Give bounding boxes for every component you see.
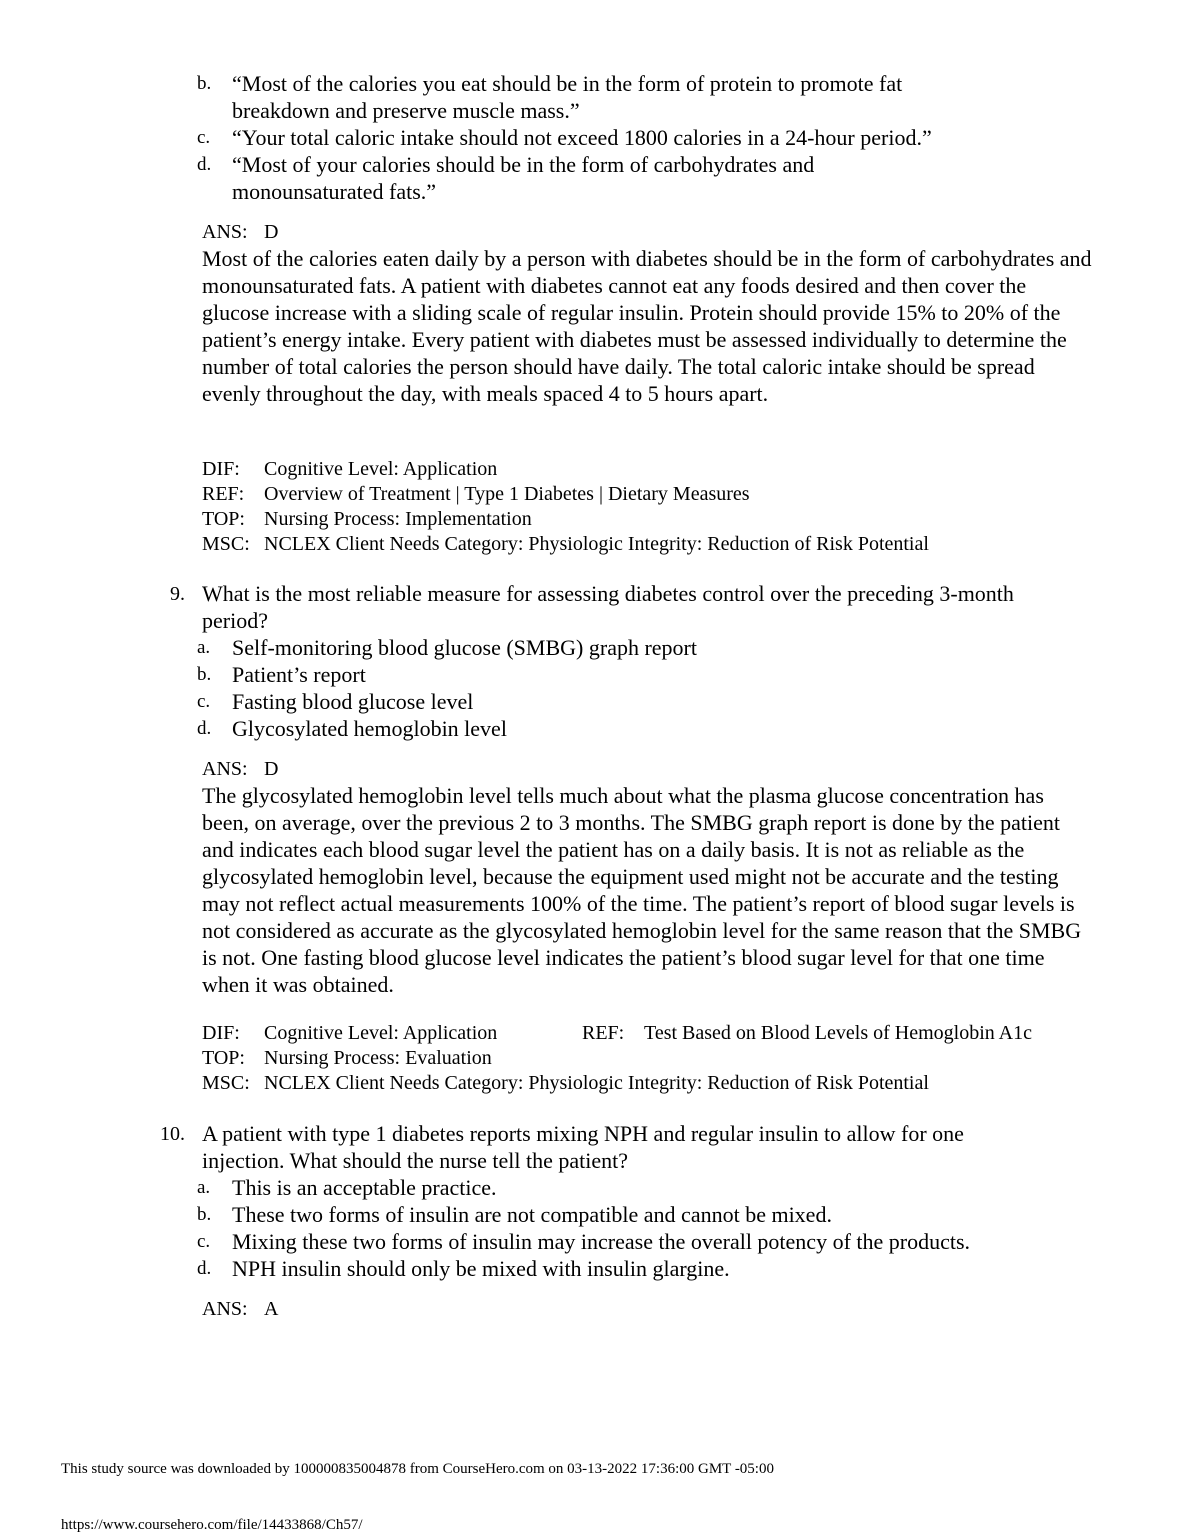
meta-value: Nursing Process: Evaluation — [264, 1047, 492, 1069]
answer-label: ANS: — [202, 1298, 248, 1320]
option-letter: b. — [197, 73, 212, 94]
meta-value: Nursing Process: Implementation — [264, 508, 532, 530]
meta-value: Test Based on Blood Levels of Hemoglobin A1c — [644, 1022, 1032, 1044]
meta-label: MSC: — [202, 1072, 250, 1094]
q9-meta-dif — [202, 1021, 497, 1046]
option-text: “Your total caloric intake should not exceed 1800 calories in a 24-hour period.” — [232, 125, 932, 150]
option-letter: a. — [197, 1177, 211, 1198]
option-text: NPH insulin should only be mixed with insulin glargine. — [232, 1256, 730, 1281]
option-text: Glycosylated hemoglobin level — [232, 716, 507, 741]
source-url-link[interactable]: https://www.coursehero.com/file/14433868/Ch57/ — [61, 1517, 363, 1533]
meta-label: REF: — [582, 1022, 625, 1044]
option-text: “Most of your calories should be in the form of carbohydrates and monounsaturated fats.” — [232, 152, 815, 204]
prev-meta-ref — [202, 482, 750, 507]
meta-label: DIF: — [202, 458, 240, 480]
option-text: This is an acceptable practice. — [232, 1175, 497, 1200]
option-text: Self-monitoring blood glucose (SMBG) graph report — [232, 635, 697, 660]
option-letter: a. — [197, 637, 211, 658]
answer-value: D — [264, 221, 279, 243]
q9-answer — [202, 757, 278, 781]
q9-meta-top — [202, 1046, 492, 1071]
q9-rationale: The glycosylated hemoglobin level tells much about what the plasma glucose concentration has been, on average, over the previous 2 to 3 months. The SMBG graph report is done by the patient and indicates each blood sugar level the patient has on a daily basis. It is not as reliable as the glycosylated hemoglobin level, because the equipment used might not be accurate and the testing may not reflect actual measurements 100% of the time. The patient’s report of blood sugar levels is not considered as accurate as the glycosylated hemoglobin level for the same reason that the SMBG is not. One fasting blood glucose level indicates the patient’s blood sugar level for that one time when it was obtained. — [202, 783, 1082, 997]
prev-answer — [202, 220, 278, 244]
question-text: A patient with type 1 diabetes reports mixing NPH and regular insulin to allow for one injection. What should the nurse tell the patient? — [202, 1121, 964, 1173]
prev-rationale: Most of the calories eaten daily by a person with diabetes should be in the form of carbohydrates and monounsaturated fats. A patient with diabetes cannot eat any foods desired and then cover the glucose increase with a sliding scale of regular insulin. Protein should provide 15% to 20% of the patient’s energy intake. Every patient with diabetes must be assessed individually to determine the number of total calories the person should have daily. The total caloric intake should be spread evenly throughout the day, with meals spaced 4 to 5 hours apart. — [202, 246, 1092, 406]
question-number: 10. — [160, 1123, 185, 1145]
question-text: What is the most reliable measure for assessing diabetes control over the preceding 3-month period? — [202, 581, 1014, 633]
meta-value: Cognitive Level: Application — [264, 1022, 498, 1044]
option-text: Fasting blood glucose level — [232, 689, 474, 714]
q10-answer — [202, 1297, 278, 1321]
option-letter: c. — [197, 691, 211, 712]
meta-label: MSC: — [202, 533, 250, 555]
answer-value: D — [264, 758, 279, 780]
option-letter: b. — [197, 664, 212, 685]
option-letter: d. — [197, 718, 212, 739]
answer-label: ANS: — [202, 221, 248, 243]
option-text: Mixing these two forms of insulin may increase the overall potency of the products. — [232, 1229, 971, 1254]
answer-label: ANS: — [202, 758, 248, 780]
q9-meta-msc — [202, 1071, 929, 1096]
option-letter: b. — [197, 1204, 212, 1225]
source-footer: This study source was downloaded by 100000835004878 from CourseHero.com on 03-13-2022 17:36:00 GMT -05:00 — [61, 1461, 774, 1477]
meta-label: TOP: — [202, 508, 245, 530]
option-text: “Most of the calories you eat should be in the form of protein to promote fat breakdown and preserve muscle mass.” — [232, 71, 903, 123]
prev-meta-msc — [202, 532, 929, 557]
meta-value: Overview of Treatment | Type 1 Diabetes | Dietary Measures — [264, 483, 750, 505]
option-letter: c. — [197, 1231, 211, 1252]
prev-meta-dif — [202, 457, 497, 482]
meta-value: Cognitive Level: Application — [264, 458, 498, 480]
meta-label: DIF: — [202, 1022, 240, 1044]
meta-value: NCLEX Client Needs Category: Physiologic Integrity: Reduction of Risk Potential — [264, 1072, 929, 1094]
option-letter: d. — [197, 1258, 212, 1279]
meta-label: REF: — [202, 483, 245, 505]
q9-meta-ref — [582, 1021, 1032, 1046]
meta-label: TOP: — [202, 1047, 245, 1069]
answer-value: A — [264, 1298, 279, 1320]
meta-value: NCLEX Client Needs Category: Physiologic Integrity: Reduction of Risk Potential — [264, 533, 929, 555]
prev-meta-top — [202, 507, 532, 532]
option-letter: d. — [197, 154, 212, 175]
option-text: These two forms of insulin are not compatible and cannot be mixed. — [232, 1202, 832, 1227]
option-letter: c. — [197, 127, 211, 148]
option-text: Patient’s report — [232, 662, 366, 687]
question-number: 9. — [170, 583, 185, 605]
